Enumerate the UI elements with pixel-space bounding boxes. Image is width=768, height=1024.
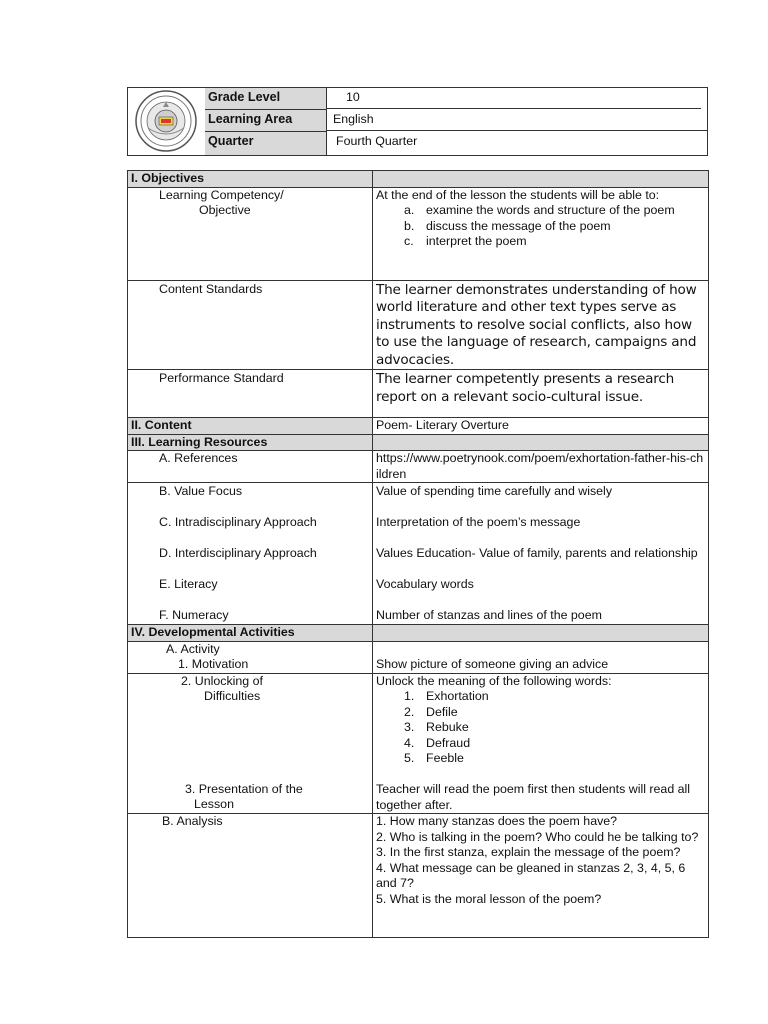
label-presentation-line1: 3. Presentation of the xyxy=(185,781,303,796)
list-marker: 1. xyxy=(404,689,415,703)
list-item xyxy=(404,203,705,219)
label-unlocking xyxy=(128,673,373,814)
label-content-standards-text: Content Standards xyxy=(159,281,263,296)
value-motivation-text: Show picture of someone giving an advice xyxy=(376,657,609,671)
quarter-label: Quarter xyxy=(205,132,326,155)
label-interdisciplinary: D. Interdisciplinary Approach xyxy=(159,546,317,560)
list-item-text: Exhortation xyxy=(426,689,489,703)
section-title-resources-blank xyxy=(373,434,709,451)
label-approaches xyxy=(128,483,373,625)
header-value-column xyxy=(327,88,707,155)
label-activity xyxy=(128,641,373,673)
row-unlocking xyxy=(128,673,709,814)
list-item-text: interpret the poem xyxy=(426,234,527,248)
value-learning-competency xyxy=(373,187,709,280)
list-marker: a. xyxy=(404,203,415,217)
list-item xyxy=(404,689,705,705)
value-references: https://www.poetrynook.com/poem/exhortation-father-his-children xyxy=(373,451,709,483)
list-item-text: Rebuke xyxy=(426,720,469,734)
section-row-activities xyxy=(128,625,709,642)
label-value-focus: B. Value Focus xyxy=(159,484,243,498)
analysis-question: 1. How many stanzas does the poem have? xyxy=(376,814,618,828)
label-presentation-line2: Lesson xyxy=(194,797,234,811)
competency-intro: At the end of the lesson the students will be able to: xyxy=(376,187,660,202)
label-analysis-text: B. Analysis xyxy=(162,814,223,828)
value-numeracy: Number of stanzas and lines of the poem xyxy=(376,608,602,622)
value-intradisciplinary: Interpretation of the poem’s message xyxy=(376,515,581,529)
learning-area-value: English xyxy=(327,110,707,131)
label-references-text: A. References xyxy=(159,451,238,465)
spacer xyxy=(131,705,369,782)
value-literacy: Vocabulary words xyxy=(376,577,474,591)
label-performance-standard xyxy=(128,370,373,418)
row-content-standards xyxy=(128,280,709,370)
row-references xyxy=(128,451,709,483)
label-performance-standard-text: Performance Standard xyxy=(159,371,284,385)
label-activity-text: A. Activity xyxy=(166,641,220,656)
list-marker: 4. xyxy=(404,735,415,750)
section-title-resources: III. Learning Resources xyxy=(128,434,373,451)
analysis-question: 3. In the first stanza, explain the message of the poem? xyxy=(376,845,681,859)
row-motivation xyxy=(128,641,709,673)
row-learning-competency xyxy=(128,187,709,280)
division-seal-icon xyxy=(128,88,205,155)
list-item xyxy=(404,751,705,767)
list-item-text: Feeble xyxy=(426,751,464,765)
spacer xyxy=(376,642,705,658)
section-title-objectives-blank xyxy=(373,171,709,188)
label-learning-competency xyxy=(128,187,373,280)
value-interdisciplinary: Values Education- Value of family, parents and relationship xyxy=(376,546,698,560)
analysis-question: 5. What is the moral lesson of the poem? xyxy=(376,891,602,906)
list-item xyxy=(404,736,705,752)
value-content: Poem- Literary Overture xyxy=(373,418,709,435)
label-numeracy: F. Numeracy xyxy=(159,608,229,622)
header-table xyxy=(127,87,708,156)
list-item xyxy=(404,234,705,250)
value-presentation: Teacher will read the poem first then students will read all together after. xyxy=(376,782,691,812)
lesson-plan-table xyxy=(127,170,709,938)
quarter-value: Fourth Quarter xyxy=(336,134,418,148)
label-motivation-text: 1. Motivation xyxy=(178,657,249,671)
header-label-column xyxy=(205,88,327,155)
list-item xyxy=(404,219,705,235)
list-item-text: discuss the message of the poem xyxy=(426,218,611,233)
value-analysis xyxy=(373,814,709,938)
list-marker: 3. xyxy=(404,720,415,734)
label-learning-competency-line1: Learning Competency/ xyxy=(159,187,284,202)
value-performance-standard: The learner competently presents a research report on a relevant socio-cultural issue. xyxy=(373,370,709,418)
logo-cell xyxy=(128,88,206,155)
learning-area-label: Learning Area xyxy=(205,110,326,132)
analysis-question: 4. What message can be gleaned in stanzas 2, 3, 4, 5, 6 and 7? xyxy=(376,860,686,890)
grade-level-label: Grade Level xyxy=(205,88,326,110)
list-item xyxy=(404,705,705,721)
row-analysis xyxy=(128,814,709,938)
label-literacy: E. Literacy xyxy=(159,577,218,591)
section-row-content xyxy=(128,418,709,435)
label-unlocking-line2: Difficulties xyxy=(204,689,261,703)
label-analysis xyxy=(128,814,373,938)
row-performance-standard xyxy=(128,370,709,418)
spacer xyxy=(376,767,705,783)
vocabulary-list xyxy=(376,689,705,767)
list-marker: 2. xyxy=(404,704,415,719)
analysis-question: 2. Who is talking in the poem? Who could he be talking to? xyxy=(376,829,699,844)
list-marker: b. xyxy=(404,218,415,233)
label-references xyxy=(128,451,373,483)
section-row-resources xyxy=(128,434,709,451)
label-unlocking-line1: 2. Unlocking of xyxy=(181,673,263,688)
label-intradisciplinary: C. Intradisciplinary Approach xyxy=(159,515,317,529)
list-item-text: examine the words and structure of the poem xyxy=(426,203,675,217)
unlocking-intro: Unlock the meaning of the following words: xyxy=(376,673,612,688)
section-row-objectives xyxy=(128,171,709,188)
row-approaches xyxy=(128,483,709,625)
label-content-standards xyxy=(128,280,373,370)
list-item xyxy=(404,720,705,736)
competency-list xyxy=(376,203,705,250)
value-value-focus: Value of spending time carefully and wisely xyxy=(376,484,613,498)
value-approaches xyxy=(373,483,709,625)
list-marker: c. xyxy=(404,234,414,248)
list-item-text: Defraud xyxy=(426,735,471,750)
label-learning-competency-line2: Objective xyxy=(199,203,251,217)
section-title-activities: IV. Developmental Activities xyxy=(128,625,373,642)
list-marker: 5. xyxy=(404,751,415,765)
section-title-objectives: I. Objectives xyxy=(128,171,373,188)
section-title-activities-blank xyxy=(373,625,709,642)
value-unlocking xyxy=(373,673,709,814)
list-item-text: Defile xyxy=(426,704,458,719)
section-title-content: II. Content xyxy=(128,418,373,435)
grade-level-value: 10 xyxy=(327,88,701,109)
value-content-standards: The learner demonstrates understanding of how world literature and other text types serve as instruments to resolve social conflicts, also how to use the language of research, campaigns and advocacies. xyxy=(373,280,709,370)
value-motivation xyxy=(373,641,709,673)
